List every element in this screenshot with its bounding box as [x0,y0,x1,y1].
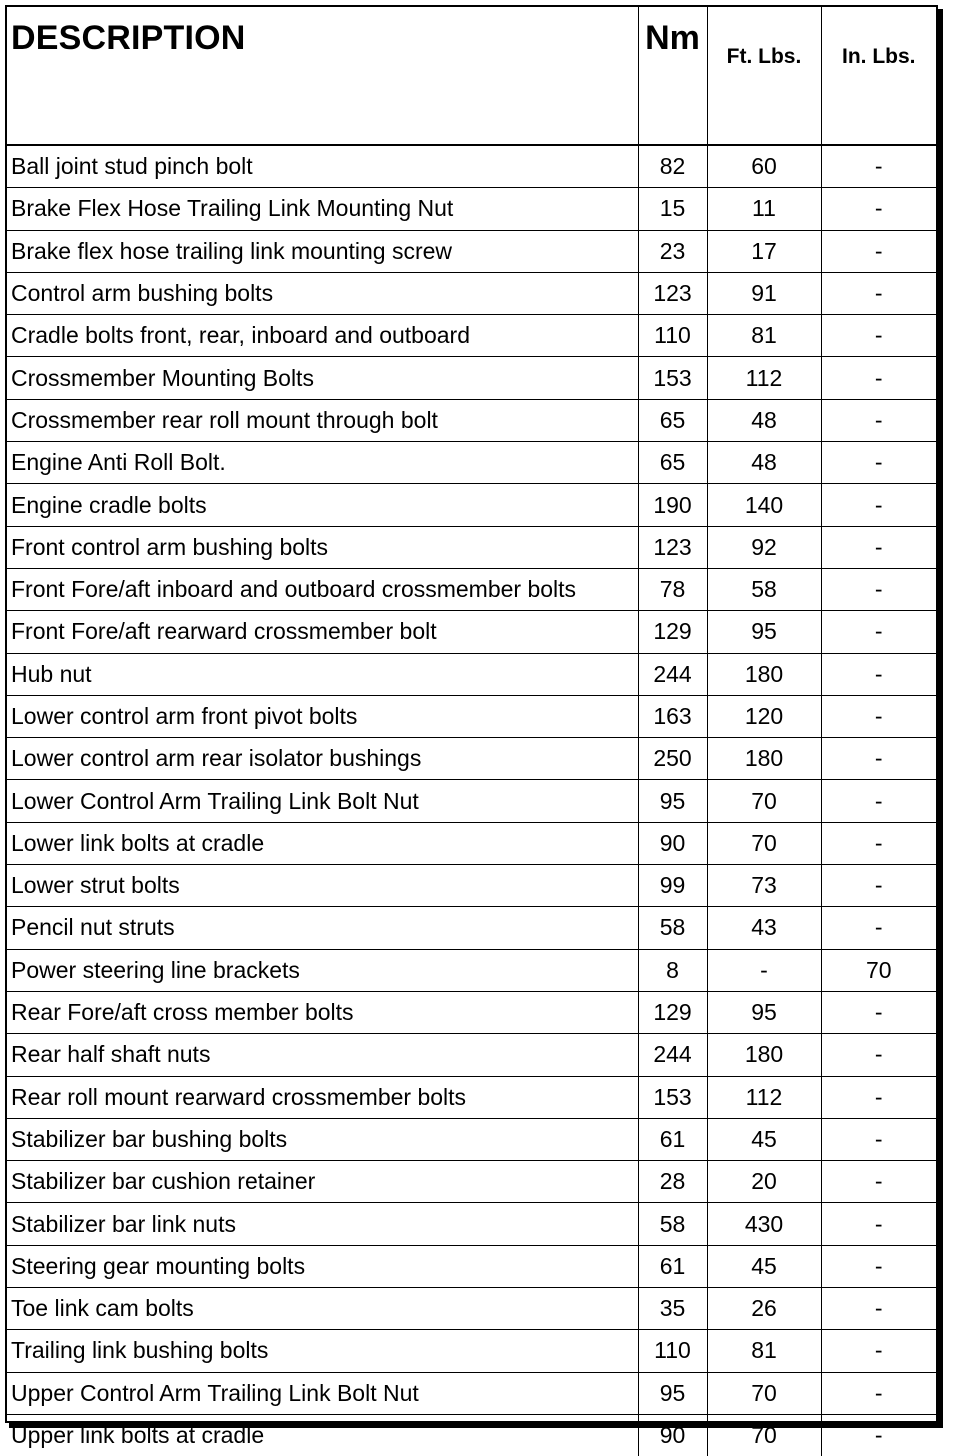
cell-in-lbs: - [821,1034,936,1076]
table-row [7,1288,936,1330]
table-row [7,653,936,695]
cell-ft-lbs: 48 [707,442,821,484]
cell-nm: 8 [638,949,707,991]
cell-nm: 250 [638,738,707,780]
cell-ft-lbs: 58 [707,568,821,610]
table-row [7,907,936,949]
cell-in-lbs: - [821,568,936,610]
cell-description: Lower control arm front pivot bolts [7,695,638,737]
cell-nm: 61 [638,1118,707,1160]
cell-ft-lbs: 180 [707,738,821,780]
cell-ft-lbs: 95 [707,991,821,1033]
cell-nm: 90 [638,1414,707,1456]
table-row [7,145,936,188]
cell-nm: 35 [638,1288,707,1330]
cell-description: Ball joint stud pinch bolt [7,145,638,188]
cell-nm: 190 [638,484,707,526]
cell-description: Front Fore/aft rearward crossmember bolt [7,611,638,653]
cell-ft-lbs: 180 [707,653,821,695]
cell-description: Pencil nut struts [7,907,638,949]
cell-in-lbs: - [821,188,936,230]
cell-description: Lower control arm rear isolator bushings [7,738,638,780]
table-row [7,568,936,610]
cell-description: Stabilizer bar cushion retainer [7,1161,638,1203]
table-row [7,315,936,357]
cell-in-lbs: - [821,526,936,568]
cell-description: Engine Anti Roll Bolt. [7,442,638,484]
cell-description: Power steering line brackets [7,949,638,991]
table-row [7,272,936,314]
cell-description: Toe link cam bolts [7,1288,638,1330]
cell-ft-lbs: 48 [707,399,821,441]
cell-ft-lbs: 81 [707,315,821,357]
cell-nm: 110 [638,1330,707,1372]
cell-nm: 61 [638,1245,707,1287]
cell-ft-lbs: 26 [707,1288,821,1330]
cell-nm: 129 [638,991,707,1033]
header-nm: Nm [638,7,707,145]
cell-description: Stabilizer bar bushing bolts [7,1118,638,1160]
table-row [7,1203,936,1245]
cell-description: Control arm bushing bolts [7,272,638,314]
cell-ft-lbs: 20 [707,1161,821,1203]
cell-ft-lbs: 45 [707,1118,821,1160]
cell-in-lbs: - [821,1203,936,1245]
header-description: DESCRIPTION [7,7,638,145]
cell-description: Rear roll mount rearward crossmember bolts [7,1076,638,1118]
cell-in-lbs: - [821,484,936,526]
cell-nm: 15 [638,188,707,230]
cell-in-lbs: - [821,780,936,822]
table-shadow-right [936,9,943,1421]
cell-ft-lbs: - [707,949,821,991]
cell-nm: 58 [638,1203,707,1245]
cell-in-lbs: - [821,1330,936,1372]
torque-spec-table [7,7,936,1456]
table-row [7,1245,936,1287]
cell-in-lbs: - [821,611,936,653]
table-row [7,991,936,1033]
table-header [7,7,936,145]
table-row [7,822,936,864]
cell-in-lbs: - [821,1414,936,1456]
cell-description: Lower link bolts at cradle [7,822,638,864]
cell-in-lbs: - [821,1245,936,1287]
table-row [7,526,936,568]
cell-in-lbs: - [821,738,936,780]
cell-nm: 82 [638,145,707,188]
table-row [7,1414,936,1456]
header-ft-lbs: Ft. Lbs. [707,7,821,145]
cell-ft-lbs: 91 [707,272,821,314]
cell-description: Hub nut [7,653,638,695]
cell-nm: 58 [638,907,707,949]
cell-in-lbs: - [821,1076,936,1118]
cell-nm: 244 [638,653,707,695]
table-row [7,357,936,399]
table-row [7,230,936,272]
table-row [7,865,936,907]
cell-ft-lbs: 112 [707,1076,821,1118]
cell-description: Rear Fore/aft cross member bolts [7,991,638,1033]
cell-in-lbs: - [821,442,936,484]
cell-ft-lbs: 70 [707,1414,821,1456]
cell-description: Engine cradle bolts [7,484,638,526]
cell-nm: 110 [638,315,707,357]
cell-description: Lower Control Arm Trailing Link Bolt Nut [7,780,638,822]
table-row [7,1034,936,1076]
table-row [7,1330,936,1372]
cell-description: Crossmember rear roll mount through bolt [7,399,638,441]
cell-nm: 99 [638,865,707,907]
cell-ft-lbs: 120 [707,695,821,737]
header-in-lbs: In. Lbs. [821,7,936,145]
cell-nm: 123 [638,272,707,314]
table-row [7,949,936,991]
cell-ft-lbs: 92 [707,526,821,568]
cell-ft-lbs: 81 [707,1330,821,1372]
cell-ft-lbs: 43 [707,907,821,949]
table-row [7,484,936,526]
cell-description: Upper Control Arm Trailing Link Bolt Nut [7,1372,638,1414]
cell-nm: 65 [638,399,707,441]
cell-ft-lbs: 180 [707,1034,821,1076]
cell-description: Stabilizer bar link nuts [7,1203,638,1245]
table-row [7,780,936,822]
cell-in-lbs: - [821,1288,936,1330]
cell-in-lbs: - [821,822,936,864]
cell-ft-lbs: 112 [707,357,821,399]
table-row [7,399,936,441]
cell-nm: 28 [638,1161,707,1203]
cell-description: Brake flex hose trailing link mounting screw [7,230,638,272]
cell-in-lbs: - [821,145,936,188]
cell-description: Steering gear mounting bolts [7,1245,638,1287]
cell-ft-lbs: 140 [707,484,821,526]
cell-nm: 163 [638,695,707,737]
cell-in-lbs: - [821,1372,936,1414]
cell-ft-lbs: 70 [707,822,821,864]
cell-ft-lbs: 45 [707,1245,821,1287]
table-row [7,611,936,653]
cell-in-lbs: - [821,357,936,399]
cell-ft-lbs: 95 [707,611,821,653]
cell-in-lbs: - [821,695,936,737]
cell-description: Trailing link bushing bolts [7,1330,638,1372]
cell-in-lbs: - [821,399,936,441]
cell-nm: 95 [638,780,707,822]
cell-nm: 129 [638,611,707,653]
cell-description: Front Fore/aft inboard and outboard crossmember bolts [7,568,638,610]
cell-ft-lbs: 70 [707,1372,821,1414]
table-body [7,145,936,1456]
cell-nm: 90 [638,822,707,864]
cell-in-lbs: - [821,865,936,907]
table-row [7,738,936,780]
table-row [7,442,936,484]
cell-description: Front control arm bushing bolts [7,526,638,568]
cell-in-lbs: - [821,1118,936,1160]
table-row [7,1118,936,1160]
table-row [7,695,936,737]
cell-ft-lbs: 430 [707,1203,821,1245]
table-row [7,1372,936,1414]
cell-in-lbs: - [821,907,936,949]
cell-nm: 23 [638,230,707,272]
header-row [7,7,936,145]
cell-in-lbs: 70 [821,949,936,991]
cell-in-lbs: - [821,653,936,695]
table-row [7,1076,936,1118]
cell-description: Lower strut bolts [7,865,638,907]
cell-nm: 95 [638,1372,707,1414]
cell-nm: 65 [638,442,707,484]
cell-description: Rear half shaft nuts [7,1034,638,1076]
cell-description: Crossmember Mounting Bolts [7,357,638,399]
cell-nm: 123 [638,526,707,568]
cell-description: Upper link bolts at cradle [11,1422,265,1449]
cell-nm: 244 [638,1034,707,1076]
cell-in-lbs: - [821,1161,936,1203]
cell-nm: 78 [638,568,707,610]
cell-ft-lbs: 73 [707,865,821,907]
cell-ft-lbs: 11 [707,188,821,230]
table-row [7,188,936,230]
cell-ft-lbs: 17 [707,230,821,272]
cell-nm: 153 [638,1076,707,1118]
cell-ft-lbs: 70 [707,780,821,822]
cell-in-lbs: - [821,991,936,1033]
cell-in-lbs: - [821,315,936,357]
cell-in-lbs: - [821,272,936,314]
cell-nm: 153 [638,357,707,399]
cell-in-lbs: - [821,230,936,272]
cell-ft-lbs: 60 [707,145,821,188]
table-row [7,1161,936,1203]
cell-description: Brake Flex Hose Trailing Link Mounting Nut [7,188,638,230]
cell-description: Cradle bolts front, rear, inboard and outboard [7,315,638,357]
